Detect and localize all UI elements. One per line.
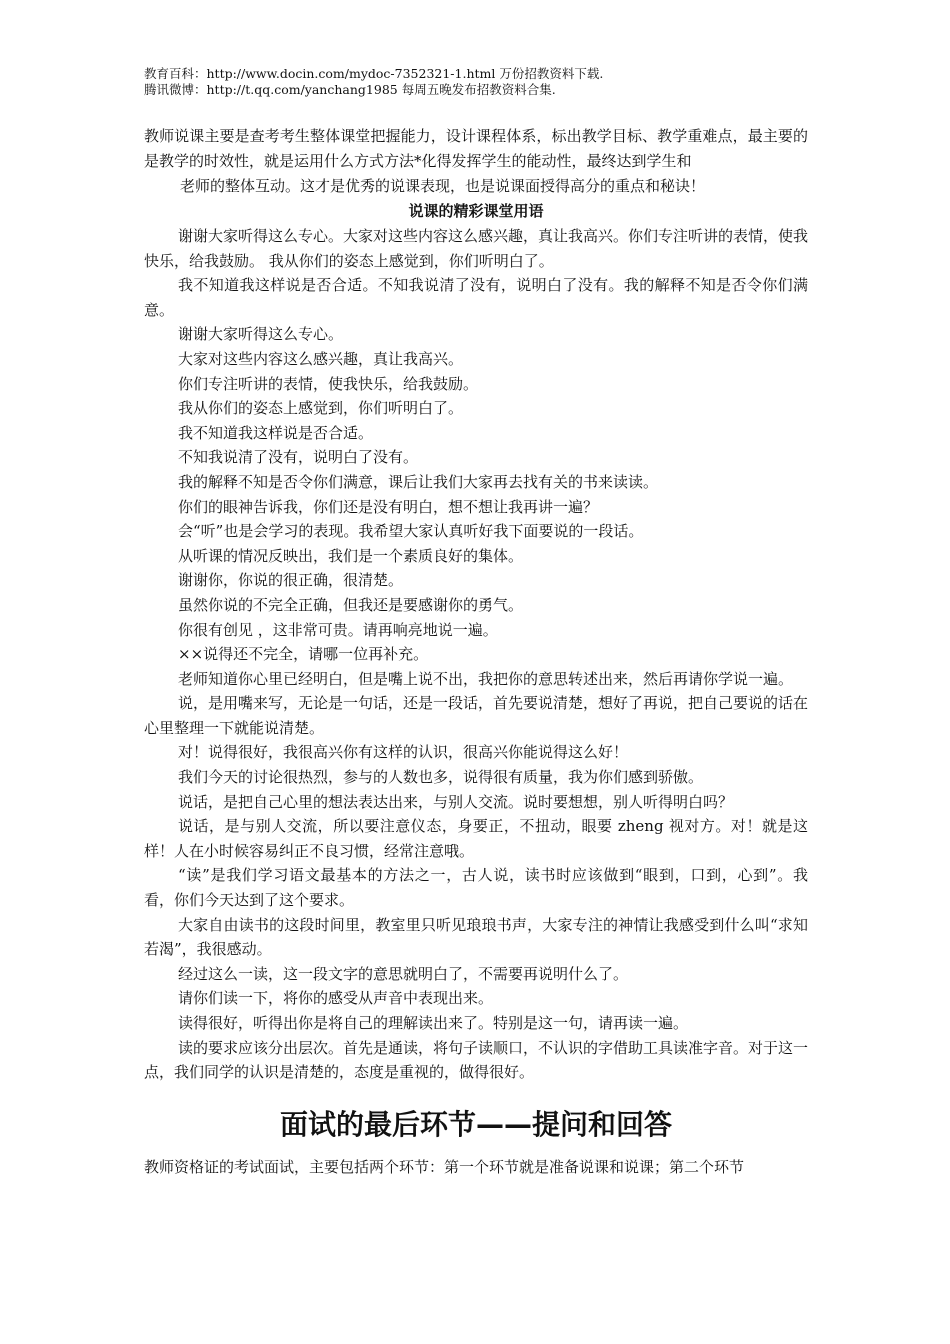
phrase-paragraph: ××说得还不完全，请哪一位再补充。 [178, 645, 429, 664]
phrase-paragraph: 大家自由读书的这段时间里，教室里只听见琅琅书声，大家专注的神情让我感受到什么叫“求知若渴”，我很感动。 [144, 915, 808, 959]
phrase-paragraph: 你们的眼神告诉我，你们还是没有明白，想不想让我再讲一遍？ [178, 497, 599, 516]
phrase-paragraph: 老师知道你心里已经明白，但是嘴上说不出，我把你的意思转述出来，然后再请你学说一遍。 [178, 669, 794, 688]
phrase-paragraph: 读的要求应该分出层次。首先是通读，将句子读顺口，不认识的字借助工具读准字音。对于这一点，我们同学的认识是清楚的，态度是重视的，做得很好。 [144, 1038, 809, 1082]
header-line-weibo: 腾讯微博：http://t.qq.com/yanchang1985 每周五晚发布招教资料合集. [144, 82, 556, 97]
phrase-paragraph: 读得很好，听得出你是将自己的理解读出来了。特别是这一句，请再读一遍。 [178, 1014, 689, 1032]
phrase-paragraph: 对！说得很好，我很高兴你有这样的认识，很高兴你能说得这么好！ [178, 743, 629, 762]
phrase-paragraph: 经过这么一读，这一段文字的意思就明白了，不需要再说明什么了。 [178, 964, 629, 983]
phrase-paragraph: 大家对这些内容这么感兴趣，真让我高兴。 [178, 349, 464, 368]
section-title: 说课的精彩课堂用语 [408, 202, 544, 220]
phrase-paragraph: 谢谢大家听得这么专心。大家对这些内容这么感兴趣，真让我高兴。你们专注听讲的表情，使我快乐，给我鼓励。 我从你们的姿态上感觉到，你们听明白了。 [144, 227, 809, 270]
phrase-paragraph: 从听课的情况反映出，我们是一个素质良好的集体。 [178, 546, 524, 565]
phrase-paragraph: 谢谢大家听得这么专心。 [178, 325, 344, 344]
intro-paragraph: 教师说课主要是查考考生整体课堂把握能力，设计课程体系，标出教学目标、教学重难点，最主要的是教学的时效性，就是运用什么方式方法*化得发挥学生的能动性，最终达到学生和 [144, 127, 808, 170]
closing-paragraph: 教师资格证的考试面试，主要包括两个环节：第一个环节就是准备说课和说课；第二个环节 [144, 1157, 745, 1176]
phrase-paragraph: 说，是用嘴来写，无论是一句话，还是一段话，首先要说清楚，想好了再说，把自己要说的话在心里整理一下就能说清楚。 [144, 694, 809, 737]
header-line-docin: 教育百科：http://www.docin.com/mydoc-7352321-1.html 万份招教资料下载. [144, 66, 604, 81]
phrase-paragraph: 我不知道我这样说是否合适。 [178, 423, 374, 442]
phrase-list [144, 224, 808, 1085]
phrase-paragraph: 我们今天的讨论很热烈，参与的人数也多，说得很有质量，我为你们感到骄傲。 [178, 768, 704, 787]
phrase-paragraph: 你们专注听讲的表情，使我快乐，给我鼓励。 [178, 374, 479, 393]
phrase-paragraph: 我从你们的姿态上感觉到，你们听明白了。 [178, 399, 464, 418]
interview-section-title: 面试的最后环节——提问和回答 [279, 1107, 672, 1141]
document-page [144, 66, 808, 1179]
phrase-paragraph: 请你们读一下，将你的感受从声音中表现出来。 [178, 989, 494, 1008]
phrase-paragraph: 谢谢你，你说的很正确，很清楚。 [178, 571, 404, 590]
intro-paragraph-continued: 老师的整体互动。这才是优秀的说课表现，也是说课面授得高分的重点和秘诀！ [180, 177, 706, 195]
phrase-paragraph: “读”是我们学习语文最基本的方法之一，古人说，读书时应该做到“眼到，口到，心到”。我看，你们今天达到了这个要求。 [144, 866, 808, 910]
phrase-paragraph: 不知我说清了没有，说明白了没有。 [178, 448, 419, 467]
phrase-paragraph: 说话，是与别人交流，所以要注意仪态，身要正，不扭动，眼要 zheng 视对方。对！就是这样！人在小时候容易纠正不良习惯，经常注意哦。 [144, 817, 808, 860]
phrase-paragraph: 我的解释不知是否令你们满意，课后让我们大家再去找有关的书来读读。 [178, 472, 659, 491]
phrase-paragraph: 你很有创见 ，这非常可贵。请再响亮地说一遍。 [178, 620, 498, 639]
phrase-paragraph: 说话，是把自己心里的想法表达出来，与别人交流。说时要想想，别人听得明白吗？ [178, 792, 734, 811]
phrase-paragraph: 虽然你说的不完全正确，但我还是要感谢你的勇气。 [178, 595, 524, 614]
phrase-paragraph: 我不知道我这样说是否合适。不知我说清了没有，说明白了没有。我的解释不知是否令你们满意。 [144, 276, 808, 319]
phrase-paragraph: 会“听”也是会学习的表现。我希望大家认真听好我下面要说的一段话。 [178, 522, 644, 541]
